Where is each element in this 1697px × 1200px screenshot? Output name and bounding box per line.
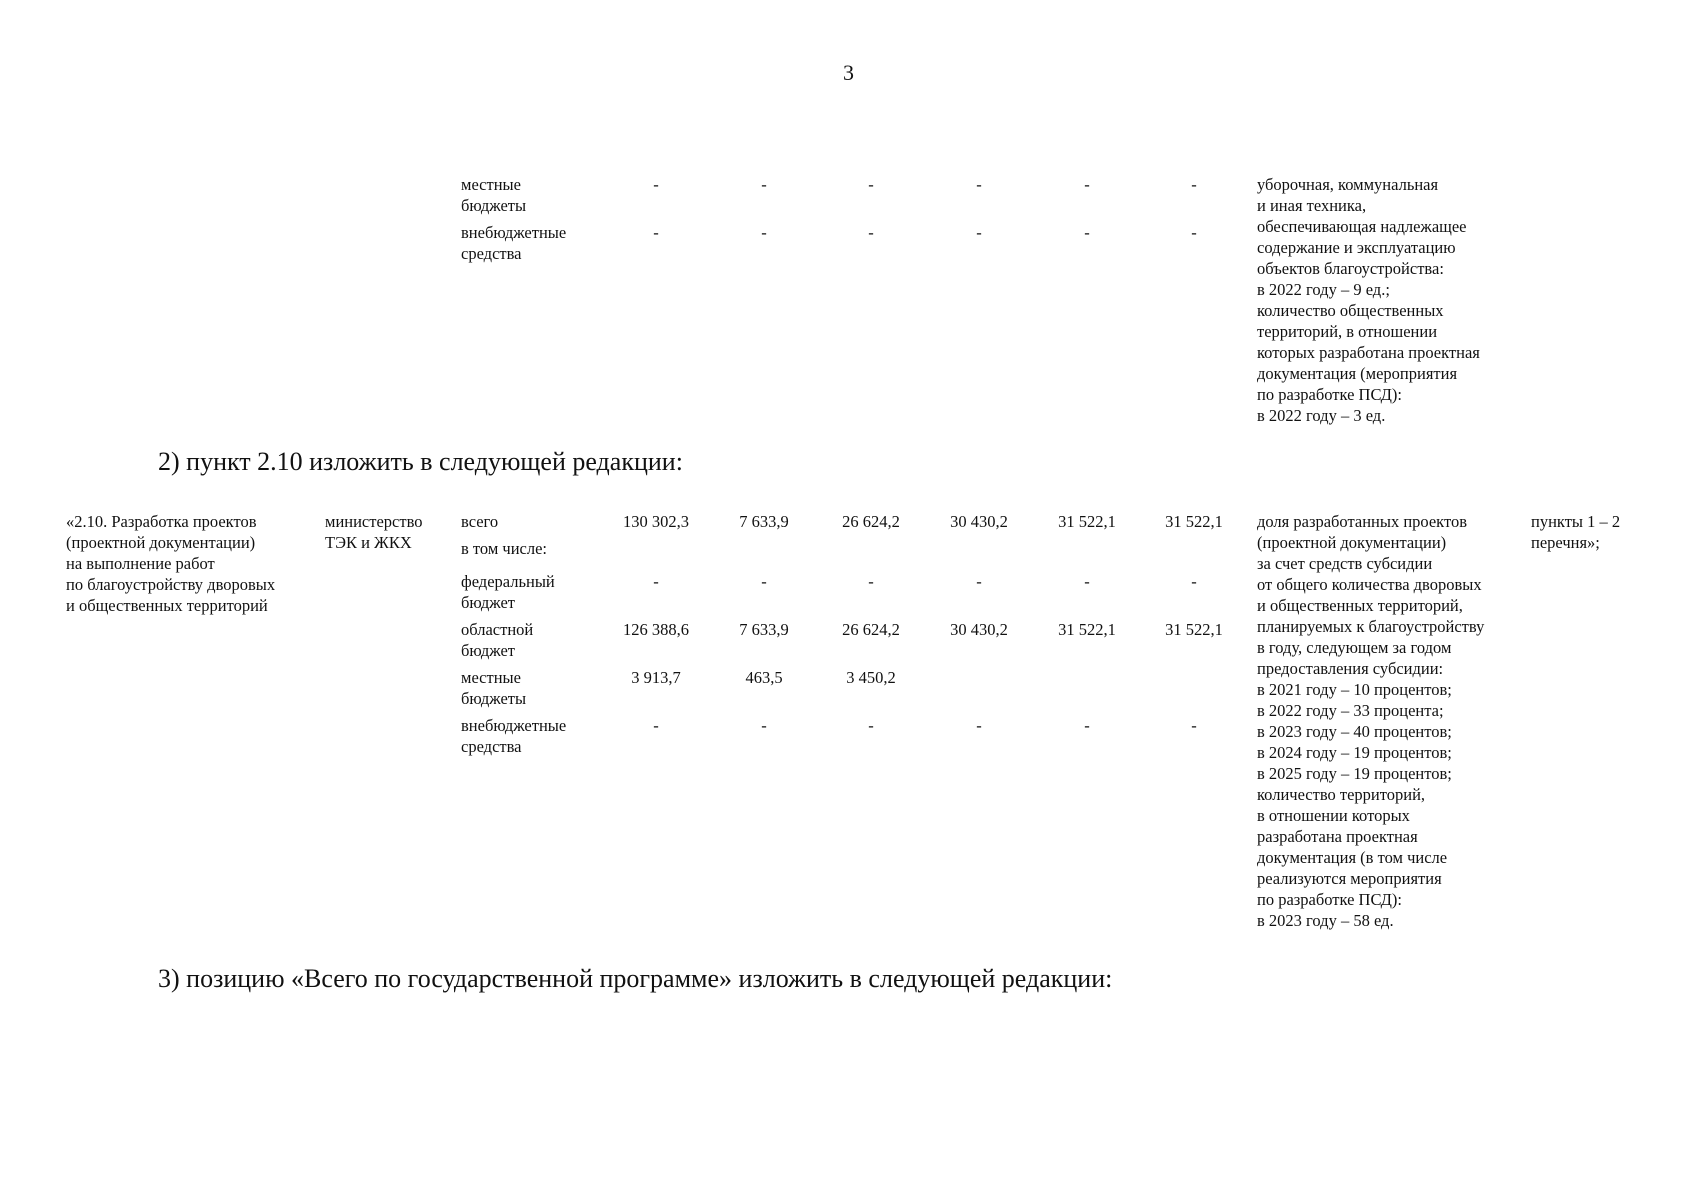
value-cell: -	[976, 223, 982, 242]
program-reference: пункты 1 – 2 перечня»;	[1531, 512, 1621, 552]
value-cell: -	[1191, 175, 1197, 194]
value-cell: -	[653, 175, 659, 194]
row-label-including: в том числе:	[461, 539, 548, 558]
value-cell: -	[868, 716, 874, 735]
value-cell: 31 522,1	[1058, 512, 1116, 531]
indicator-text: уборочная, коммунальная и иная техника, обеспечивающая надлежащее содержание и эксплуатацию объектов благоустройства: в 2022 году – 9 ед.; количество общественных территорий, в отношении которых разработана проектная документация (мероприятия по разработке ПСД): в 2022 году – 3 ед.	[1257, 175, 1480, 425]
value-cell: -	[976, 716, 982, 735]
value-cell: -	[1191, 716, 1197, 735]
value-cell: 26 624,2	[842, 512, 900, 531]
value-cell: -	[761, 175, 767, 194]
value-cell: -	[868, 175, 874, 194]
value-cell: 30 430,2	[950, 620, 1008, 639]
value-cell: -	[1191, 223, 1197, 242]
value-cell: -	[976, 175, 982, 194]
value-cell: -	[1084, 175, 1090, 194]
value-cell: 126 388,6	[623, 620, 689, 639]
value-cell: 3 450,2	[846, 668, 896, 687]
executor: министерство ТЭК и ЖКХ	[325, 512, 423, 552]
item-name: «2.10. Разработка проектов (проектной документации) на выполнение работ по благоустройству дворовых и общественных территорий	[66, 512, 276, 615]
row-label-local-budgets: местные бюджеты	[461, 175, 527, 215]
value-cell: 3 913,7	[631, 668, 681, 687]
value-cell: -	[868, 223, 874, 242]
value-cell: -	[653, 716, 659, 735]
value-cell: 31 522,1	[1165, 512, 1223, 531]
value-cell: 7 633,9	[739, 512, 789, 531]
value-cell: -	[1084, 572, 1090, 591]
value-cell: -	[653, 572, 659, 591]
value-cell: 130 302,3	[623, 512, 689, 531]
value-cell: 31 522,1	[1165, 620, 1223, 639]
row-label-local-budgets: местные бюджеты	[461, 668, 527, 708]
value-cell: -	[976, 572, 982, 591]
row-label-extrabudgetary: внебюджетные средства	[461, 716, 567, 756]
indicator-text: доля разработанных проектов (проектной документации) за счет средств субсидии от общего количества дворовых и общественных территорий, планируемых к благоустройству в году, следующем за годом предоставления субсидии: в 2021 году – 10 процентов; в 2022 году – 33 процента; в 2023 году – 40 процентов; в 2024 году – 19 процентов; в 2025 году – 19 процентов; количество территорий, в отношении которых разработана проектная документация (в том числе реализуются мероприятия по разработке ПСД): в 2023 году – 58 ед.	[1257, 512, 1485, 930]
row-label-federal-budget: федеральный бюджет	[461, 572, 555, 612]
section-heading-3: 3) позицию «Всего по государственной программе» изложить в следующей редакции:	[158, 964, 1113, 993]
value-cell: 30 430,2	[950, 512, 1008, 531]
value-cell: -	[653, 223, 659, 242]
value-cell: -	[1084, 716, 1090, 735]
value-cell: -	[1084, 223, 1090, 242]
value-cell: -	[761, 572, 767, 591]
value-cell: -	[761, 716, 767, 735]
section-heading-2: 2) пункт 2.10 изложить в следующей редакции:	[158, 447, 683, 476]
value-cell: -	[761, 223, 767, 242]
row-label-total: всего	[461, 512, 499, 531]
value-cell: 463,5	[745, 668, 783, 687]
value-cell: 7 633,9	[739, 620, 789, 639]
value-cell: -	[1191, 572, 1197, 591]
row-label-extrabudgetary: внебюджетные средства	[461, 223, 567, 263]
value-cell: 31 522,1	[1058, 620, 1116, 639]
value-cell: -	[868, 572, 874, 591]
value-cell: 26 624,2	[842, 620, 900, 639]
row-label-regional-budget: областной бюджет	[461, 620, 534, 660]
page-number: 3	[843, 60, 854, 85]
